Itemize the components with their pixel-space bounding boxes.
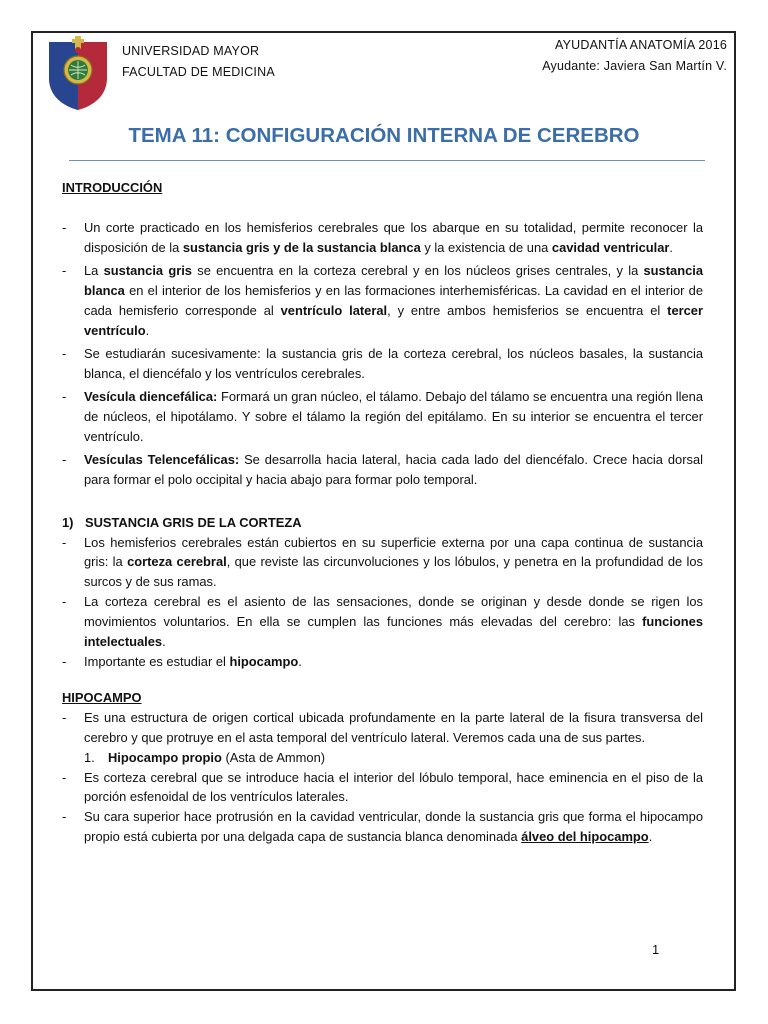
section1-heading: 1) SUSTANCIA GRIS DE LA CORTEZA (62, 514, 302, 530)
hipocampo-list-2 (62, 768, 703, 848)
intro-list (62, 218, 703, 490)
list-item: - Es corteza cerebral que se introduce hacia el interior del lóbulo temporal, hace eminencia en el piso de la porción esfenoidal de los ventrículos laterales. (62, 768, 703, 808)
document-body (62, 178, 703, 847)
subsection-hipocampo-propio: 1. Hipocampo propio (Asta de Ammon) (84, 749, 326, 765)
course-name: AYUDANTÍA ANATOMÍA 2016 (554, 38, 727, 52)
assistant-name: Ayudante: Javiera San Martín V. (542, 59, 727, 73)
faculty-name: FACULTAD DE MEDICINA (122, 65, 275, 79)
list-item: - Importante es estudiar el hipocampo. (62, 652, 703, 672)
header-course-info (542, 35, 727, 77)
university-name: UNIVERSIDAD MAYOR (122, 44, 260, 58)
list-item: - Es una estructura de origen cortical ubicada profundamente en la parte lateral de la fisura transversa del cerebro y que protruye en el asta temporal del ventrículo lateral. Veremos cada una de sus partes. (62, 708, 703, 748)
list-item: - Se estudiarán sucesivamente: la sustancia gris de la corteza cerebral, los núcleos basales, la sustancia blanca, el diencéfalo y los ventrículos cerebrales. (62, 344, 703, 384)
page-number: 1 (652, 942, 660, 957)
list-item: - La corteza cerebral es el asiento de las sensaciones, donde se originan y desde donde se rigen los movimientos voluntarios. En ella se cumplen las funciones más elevadas del cerebro: las funciones intelectuales. (62, 592, 703, 652)
list-item: - Su cara superior hace protrusión en la cavidad ventricular, donde la sustancia gris que forma el hipocampo propio está cubierta por una delgada capa de sustancia blanca denominada álveo del hipocampo. (62, 807, 703, 847)
list-item: - Un corte practicado en los hemisferios cerebrales que los abarque en su totalidad, permite reconocer la disposición de la sustancia gris y de la sustancia blanca y la existencia de una cavidad ventricular. (62, 218, 703, 258)
section1-list (62, 533, 703, 672)
university-crest-logo (47, 34, 109, 110)
list-item: - Vesícula diencefálica: Formará un gran núcleo, el tálamo. Debajo del tálamo se encuentra una región llena de núcleos, el hipotálamo. Y sobre el tálamo la región del epitálamo. En su interior se encuentra el tercer ventrículo. (62, 387, 703, 447)
list-item: - La sustancia gris se encuentra en la corteza cerebral y en los núcleos grises centrales, y la sustancia blanca en el interior de los hemisferios y en las formaciones interhemisféricas. La cavidad en el interior de cada hemisferio corresponde al ventrículo lateral, y entre ambos hemisferios se encuentra el tercer ventrículo. (62, 261, 703, 341)
list-item: - Los hemisferios cerebrales están cubiertos en su superficie externa por una capa continua de sustancia gris: la corteza cerebral, que reviste las circunvoluciones y los lóbulos, y penetra en la profundidad de los surcos y de sus ramas. (62, 533, 703, 593)
title-divider (69, 160, 705, 161)
intro-heading: INTRODUCCIÓN (62, 180, 163, 195)
hipocampo-list (62, 708, 703, 748)
header-institution (122, 41, 275, 83)
hipocampo-heading: HIPOCAMPO (62, 689, 142, 705)
page-title: TEMA 11: CONFIGURACIÓN INTERNA DE CEREBRO (128, 124, 640, 147)
list-item: - Vesículas Telencefálicas: Se desarrolla hacia lateral, hacia cada lado del diencéfalo. Crece hacia dorsal para formar el polo occipital y hacia abajo para formar polo temporal. (62, 450, 703, 490)
